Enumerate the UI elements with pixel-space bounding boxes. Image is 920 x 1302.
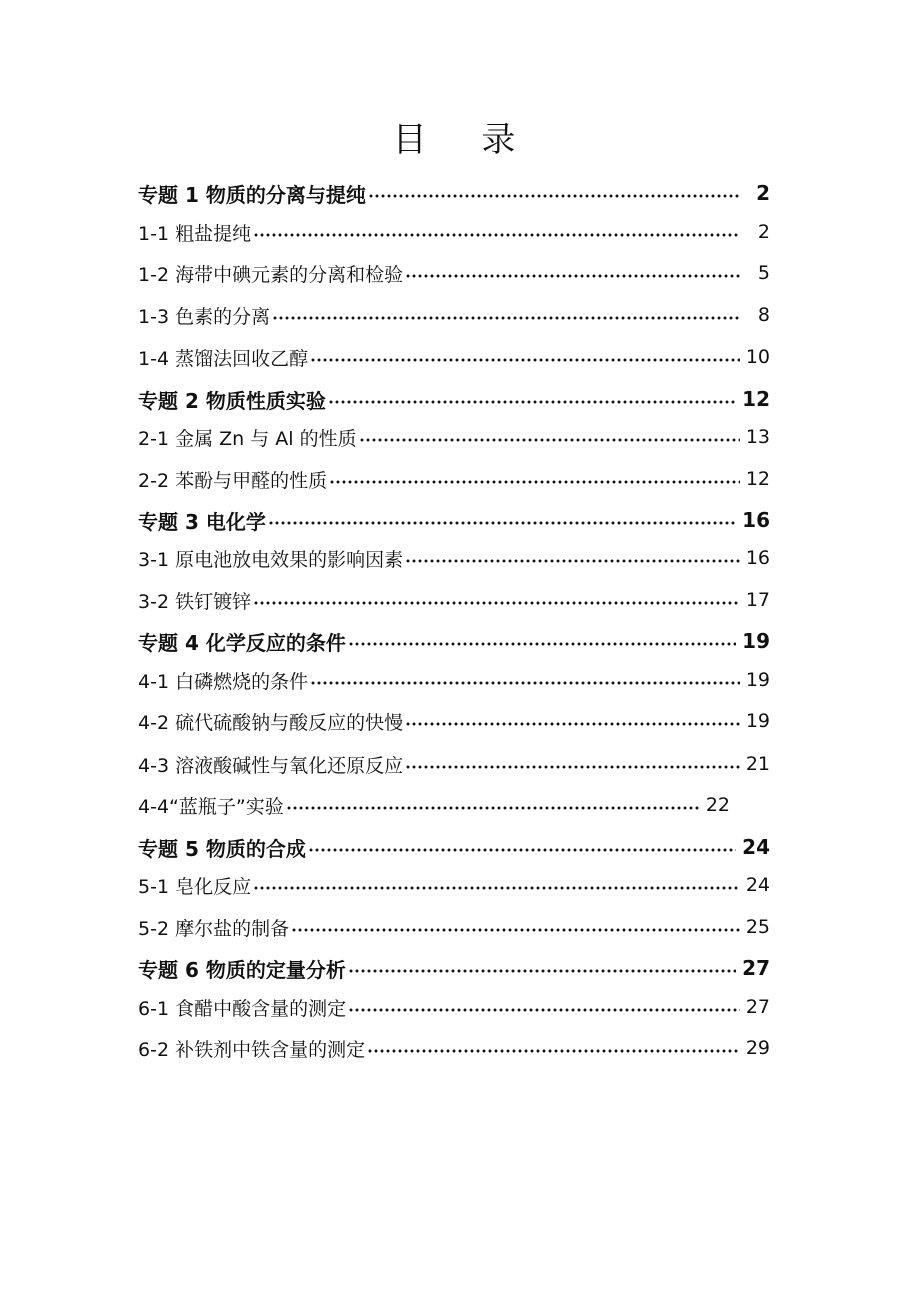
toc-entry[interactable]: [138, 751, 770, 777]
toc-entry[interactable]: [138, 466, 770, 492]
toc-entry[interactable]: [138, 872, 770, 898]
toc-page-number: 8: [757, 304, 770, 326]
dot-leader: [359, 438, 740, 442]
toc-entry[interactable]: [138, 994, 770, 1020]
dot-leader: [291, 928, 740, 932]
toc-page-number: 19: [745, 669, 770, 691]
toc-entry[interactable]: [138, 302, 770, 328]
toc-entry[interactable]: [138, 667, 770, 693]
toc-page-number: 29: [745, 1037, 770, 1059]
toc-page-number: 21: [745, 753, 770, 775]
toc-page-number: 27: [742, 956, 770, 980]
dot-leader: [348, 642, 736, 646]
dot-leader: [367, 1049, 740, 1053]
toc-entry[interactable]: [138, 545, 770, 571]
dot-leader: [329, 480, 740, 484]
toc-entry[interactable]: [138, 708, 770, 734]
dot-leader: [286, 806, 700, 810]
toc-entry[interactable]: [138, 424, 770, 450]
toc-page-number: 2: [756, 181, 770, 205]
dot-leader: [405, 274, 740, 278]
toc-page-number: 24: [742, 835, 770, 859]
toc-topic-entry[interactable]: [138, 628, 770, 654]
toc-page-number: 12: [745, 468, 770, 490]
toc-page-number: 19: [742, 629, 770, 653]
dot-leader: [405, 722, 740, 726]
toc-entry-label: 专题 5 物质的合成: [138, 836, 306, 861]
toc-entry-label: 4-1 白磷燃烧的条件: [138, 670, 309, 693]
toc-entry-label: 4-2 硫代硫酸钠与酸反应的快慢: [138, 711, 404, 734]
toc-topic-entry[interactable]: [138, 386, 770, 412]
toc-topic-entry[interactable]: [138, 507, 770, 533]
dot-leader: [405, 559, 740, 563]
toc-entry-label: 专题 6 物质的定量分析: [138, 957, 346, 982]
toc-entry-label: 1-1 粗盐提纯: [138, 222, 252, 245]
dot-leader: [310, 358, 740, 362]
toc-topic-entry[interactable]: [138, 955, 770, 981]
toc-entry-label: 1-3 色素的分离: [138, 305, 271, 328]
toc-entry[interactable]: [138, 792, 730, 818]
dot-leader: [310, 681, 740, 685]
dot-leader: [328, 400, 736, 404]
toc-page-number: 16: [745, 547, 770, 569]
toc-page-number: 27: [745, 996, 770, 1018]
toc-entry[interactable]: [138, 344, 770, 370]
toc-entry-label: 5-2 摩尔盐的制备: [138, 917, 290, 940]
dot-leader: [368, 194, 740, 198]
toc-entry-label: 4-3 溶液酸碱性与氧化还原反应: [138, 754, 404, 777]
toc-page-number: 12: [742, 387, 770, 411]
toc-page-number: 17: [745, 589, 770, 611]
toc-entry-label: 3-1 原电池放电效果的影响因素: [138, 548, 404, 571]
toc-page-number: 13: [745, 426, 770, 448]
toc-page-number: 10: [745, 346, 770, 368]
dot-leader: [253, 601, 740, 605]
dot-leader: [253, 233, 740, 237]
toc-entry-label: 专题 2 物质性质实验: [138, 388, 326, 413]
toc-entry-label: 4-4“蓝瓶子”实验: [138, 795, 284, 818]
dot-leader: [405, 765, 740, 769]
toc-entry-label: 6-1 食醋中酸含量的测定: [138, 997, 347, 1020]
toc-entry-label: 5-1 皂化反应: [138, 875, 252, 898]
toc-page-number: 24: [745, 874, 770, 896]
toc-topic-entry[interactable]: [138, 834, 770, 860]
toc-page-number: 16: [742, 508, 770, 532]
toc-page-number: 5: [757, 262, 770, 284]
toc-entry-label: 2-1 金属 Zn 与 Al 的性质: [138, 427, 357, 450]
toc-entry-label: 专题 4 化学反应的条件: [138, 630, 346, 655]
toc-entry[interactable]: [138, 914, 770, 940]
toc-entry[interactable]: [138, 1035, 770, 1061]
toc-entry-label: 专题 1 物质的分离与提纯: [138, 182, 366, 207]
page-title: 目 录: [392, 120, 538, 160]
toc-page-number: 2: [757, 221, 770, 243]
toc-page-number: 19: [745, 710, 770, 732]
toc-entry-label: 专题 3 电化学: [138, 509, 266, 534]
toc-entry-label: 3-2 铁钉镀锌: [138, 590, 252, 613]
toc-entry-label: 6-2 补铁剂中铁含量的测定: [138, 1038, 366, 1061]
dot-leader: [348, 1008, 740, 1012]
toc-page-number: 22: [705, 794, 730, 816]
dot-leader: [253, 886, 740, 890]
toc-entry[interactable]: [138, 260, 770, 286]
toc-entry[interactable]: [138, 587, 770, 613]
dot-leader: [308, 848, 736, 852]
toc-topic-entry[interactable]: [138, 180, 770, 206]
toc-entry-label: 1-4 蒸馏法回收乙醇: [138, 347, 309, 370]
dot-leader: [348, 969, 736, 973]
dot-leader: [272, 316, 740, 320]
toc-entry-label: 2-2 苯酚与甲醛的性质: [138, 469, 328, 492]
toc-entry[interactable]: [138, 219, 770, 245]
toc-entry-label: 1-2 海带中碘元素的分离和检验: [138, 263, 404, 286]
dot-leader: [268, 521, 736, 525]
toc-page-number: 25: [745, 916, 770, 938]
